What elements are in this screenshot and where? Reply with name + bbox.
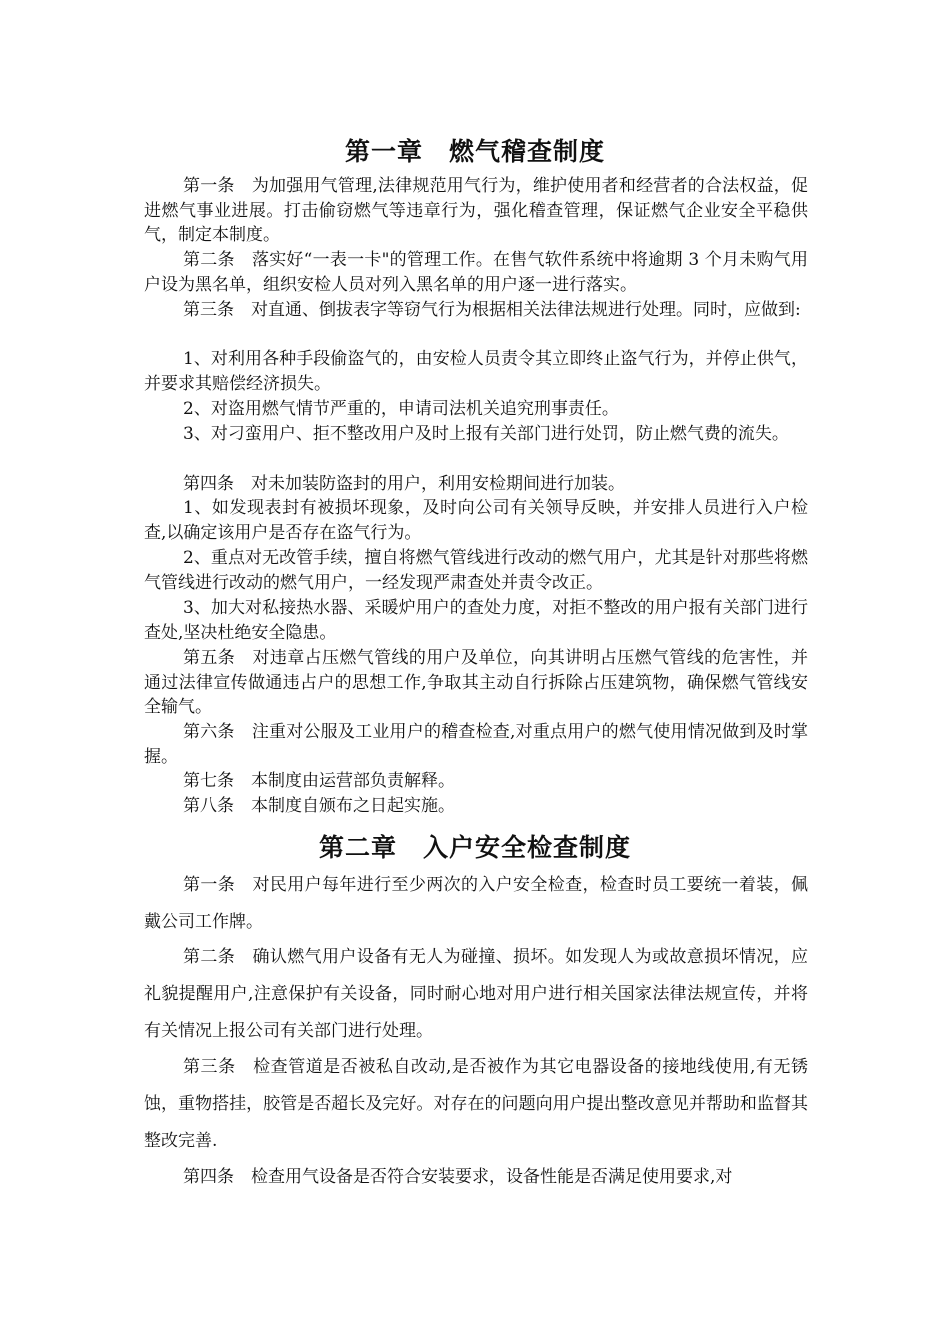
ch1-article-3: 第三条 对直通、倒拔表字等窃气行为根据相关法律法规进行处理。同时，应做到: <box>183 300 801 320</box>
ch1-article-4-item-2: 2、重点对无改管手续，擅自将燃气管线进行改动的燃气用户，尤其是针对那些将燃气管线进行改动的燃气用户，一经发现严肃查处并责令改正。 <box>144 548 808 593</box>
ch1-article-8: 第八条 本制度自颁布之日起实施。 <box>183 796 455 816</box>
ch1-article-4: 第四条 对未加装防盗封的用户，利用安检期间进行加装。 <box>183 474 625 494</box>
ch2-article-3: 第三条 检查管道是否被私自改动,是否被作为其它电器设备的接地线使用,有无锈蚀，重物搭挂，胶管是否超长及完好。对存在的问题向用户提出整改意见并帮助和监督其整改完善. <box>144 1057 808 1151</box>
ch1-article-6: 第六条 注重对公服及工业用户的稽查检查,对重点用户的燃气使用情况做到及时掌握。 <box>144 722 808 767</box>
ch1-article-3-item-1: 1、对利用各种手段偷盗气的，由安检人员责令其立即终止盗气行为，并停止供气，并要求其赔偿经济损失。 <box>144 349 808 394</box>
ch2-article-4: 第四条 检查用气设备是否符合安装要求，设备性能是否满足使用要求,对 <box>183 1167 733 1187</box>
ch1-article-1: 第一条 为加强用气管理,法律规范用气行为，维护使用者和经营者的合法权益，促进燃气事业进展。打击偷窃燃气等违章行为，强化稽查管理，保证燃气企业安全平稳供气，制定本制度。 <box>144 176 808 245</box>
ch1-article-4-item-1: 1、如发现表封有被损坏现象，及时向公司有关领导反映，并安排人员进行入户检查,以确定该用户是否存在盗气行为。 <box>144 498 808 543</box>
ch1-article-3-item-2: 2、对盗用燃气情节严重的，申请司法机关追究刑事责任。 <box>183 399 619 419</box>
ch1-article-2: 第二条 落实好“一表一卡"的管理工作。在售气软件系统中将逾期 3 个月未购气用户设为黑名单，组织安检人员对列入黑名单的用户逐一进行落实。 <box>144 250 808 295</box>
chapter-2-title: 第二章 入户安全检查制度 <box>318 833 631 862</box>
ch1-article-3-item-3: 3、对刁蛮用户、拒不整改用户及时上报有关部门进行处罚，防止燃气费的流失。 <box>183 424 789 444</box>
ch1-article-4-item-3: 3、加大对私接热水器、采暖炉用户的查处力度，对拒不整改的用户报有关部门进行查处,坚决杜绝安全隐患。 <box>144 598 808 643</box>
ch1-article-7: 第七条 本制度由运营部负责解释。 <box>183 771 455 791</box>
chapter-1-title: 第一章 燃气稽查制度 <box>344 137 605 166</box>
ch1-article-5: 第五条 对违章占压燃气管线的用户及单位，向其讲明占压燃气管线的危害性，并通过法律宣传做通违占户的思想工作,争取其主动自行拆除占压建筑物，确保燃气管线安全输气。 <box>144 648 808 717</box>
ch2-article-2: 第二条 确认燃气用户设备有无人为碰撞、损坏。如发现人为或故意损坏情况，应礼貌提醒用户,注意保护有关设备，同时耐心地对用户进行相关国家法律法规宣传，并将有关情况上报公司有关部门进行处理。 <box>144 947 808 1041</box>
ch2-article-1: 第一条 对民用户每年进行至少两次的入户安全检查，检查时员工要统一着装，佩戴公司工作牌。 <box>144 875 808 932</box>
